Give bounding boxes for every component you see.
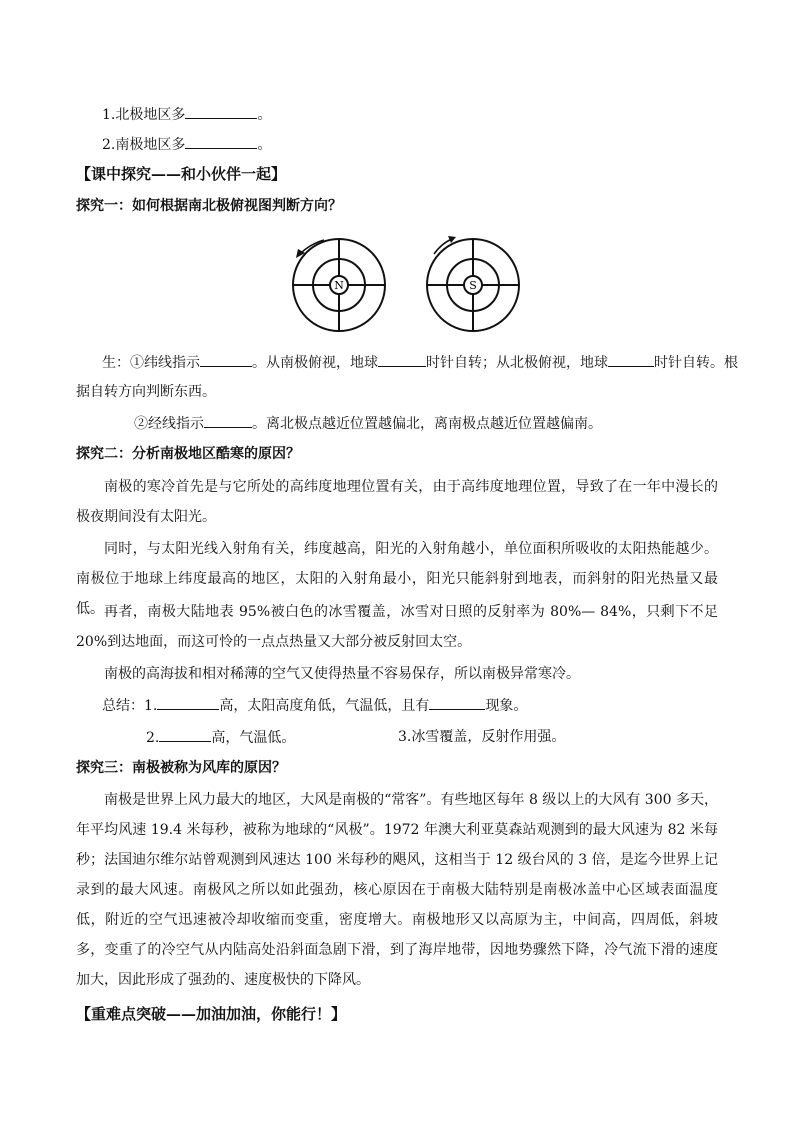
explore2-paragraph-1: 南极的寒冷首先是与它所处的高纬度地理位置有关，由于高纬度地理位置，导致了在一年中漫长的极夜期间没有太阳光。 [76,479,718,525]
south-pole-diagram [418,228,528,338]
answer-blank[interactable] [185,104,257,119]
preview-question-1: 1.北极地区多 。 [102,104,271,125]
answer-blank[interactable] [608,352,654,367]
explore2-paragraph-3: 再者，南极大陆地表 95%被白色的冰雪覆盖，冰雪对日照的反射率为 80%— 84%，只剩下不足 20%到达地面，而这可怜的一点点热量又大部分被反射回太空。 [76,604,718,650]
preview-question-2: 2.南极地区多 。 [102,134,271,155]
explore3-title: 探究三：南极被称为风库的原因？ [76,760,286,776]
north-pole-diagram [284,228,394,338]
explore1-line2: 据自转方向判断东西。 [76,384,216,400]
answer-blank[interactable] [185,134,257,149]
south-label: S [469,279,477,292]
answer-blank[interactable] [378,352,426,367]
answer-blank[interactable] [157,695,219,710]
north-label: N [334,279,344,292]
answer-blank[interactable] [200,352,252,367]
explore1-line1: 生：①纬线指示 。从南极俯视，地球 时针自转；从北极俯视，地球 时针自转。根 [102,352,738,373]
explore2-summary-1: 总结：1. 高，太阳高度角低，气温低，且有 现象。 [102,695,527,716]
explore1-line3: ②经线指示 。离北极点越近位置越偏北，离南极点越近位置越偏南。 [134,413,602,434]
section-title: 【课中探究——和小伙伴一起】 [76,165,287,183]
explore2-summary-3: 3.冰雪覆盖，反射作用强。 [398,729,566,745]
explore1-title: 探究一：如何根据南北极俯视图判断方向？ [76,198,342,214]
answer-blank[interactable] [204,413,252,428]
answer-blank[interactable] [159,727,211,742]
explore2-paragraph-4: 南极的高海拔和相对稀薄的空气又使得热量不容易保存，所以南极异常寒冷。 [104,666,580,682]
explore3-paragraph: 南极是世界上风力最大的地区，大风是南极的“常客”。有些地区每年 8 级以上的大风有 300 多天，年平均风速 19.4 米每秒，被称为地球的“风极”。1972 年澳大利亚莫森站观测到的最大风速为 82 米每秒；法国迪尔维尔站曾观测到风速达 100 米每秒的飓风，这相当于 12 级台风的 3 倍，是迄今世界上记录到的最大风速。南极风之所以如此强劲，核心原因在于南极大陆特别是南极冰盖中心区域表面温度低，附近的空气迅速被冷却收缩而变重，密度增大。南极地形又以高原为主，中间高，四周低，斜坡多，变重了的冷空气从内陆高处沿斜面急剧下滑，到了海岸地带，因地势骤然下降，冷气流下滑的速度加大，因此形成了强劲的、速度极快的下降风。 [76,792,718,988]
explore2-summary-2: 2. 高，气温低。 [146,727,295,748]
explore2-paragraph-2: 同时，与太阳光线入射角有关，纬度越高，阳光的入射角越小，单位面积所吸收的太阳热能越少。南极位于地球上纬度最高的地区，太阳的入射角最小，阳光只能斜射到地表，而斜射的阳光热量又最低。 [76,541,718,617]
section-title-2: 【重难点突破——加油加油，你能行！】 [76,1005,347,1023]
explore2-title: 探究二：分析南极地区酷寒的原因？ [76,446,300,462]
answer-blank[interactable] [429,695,485,710]
